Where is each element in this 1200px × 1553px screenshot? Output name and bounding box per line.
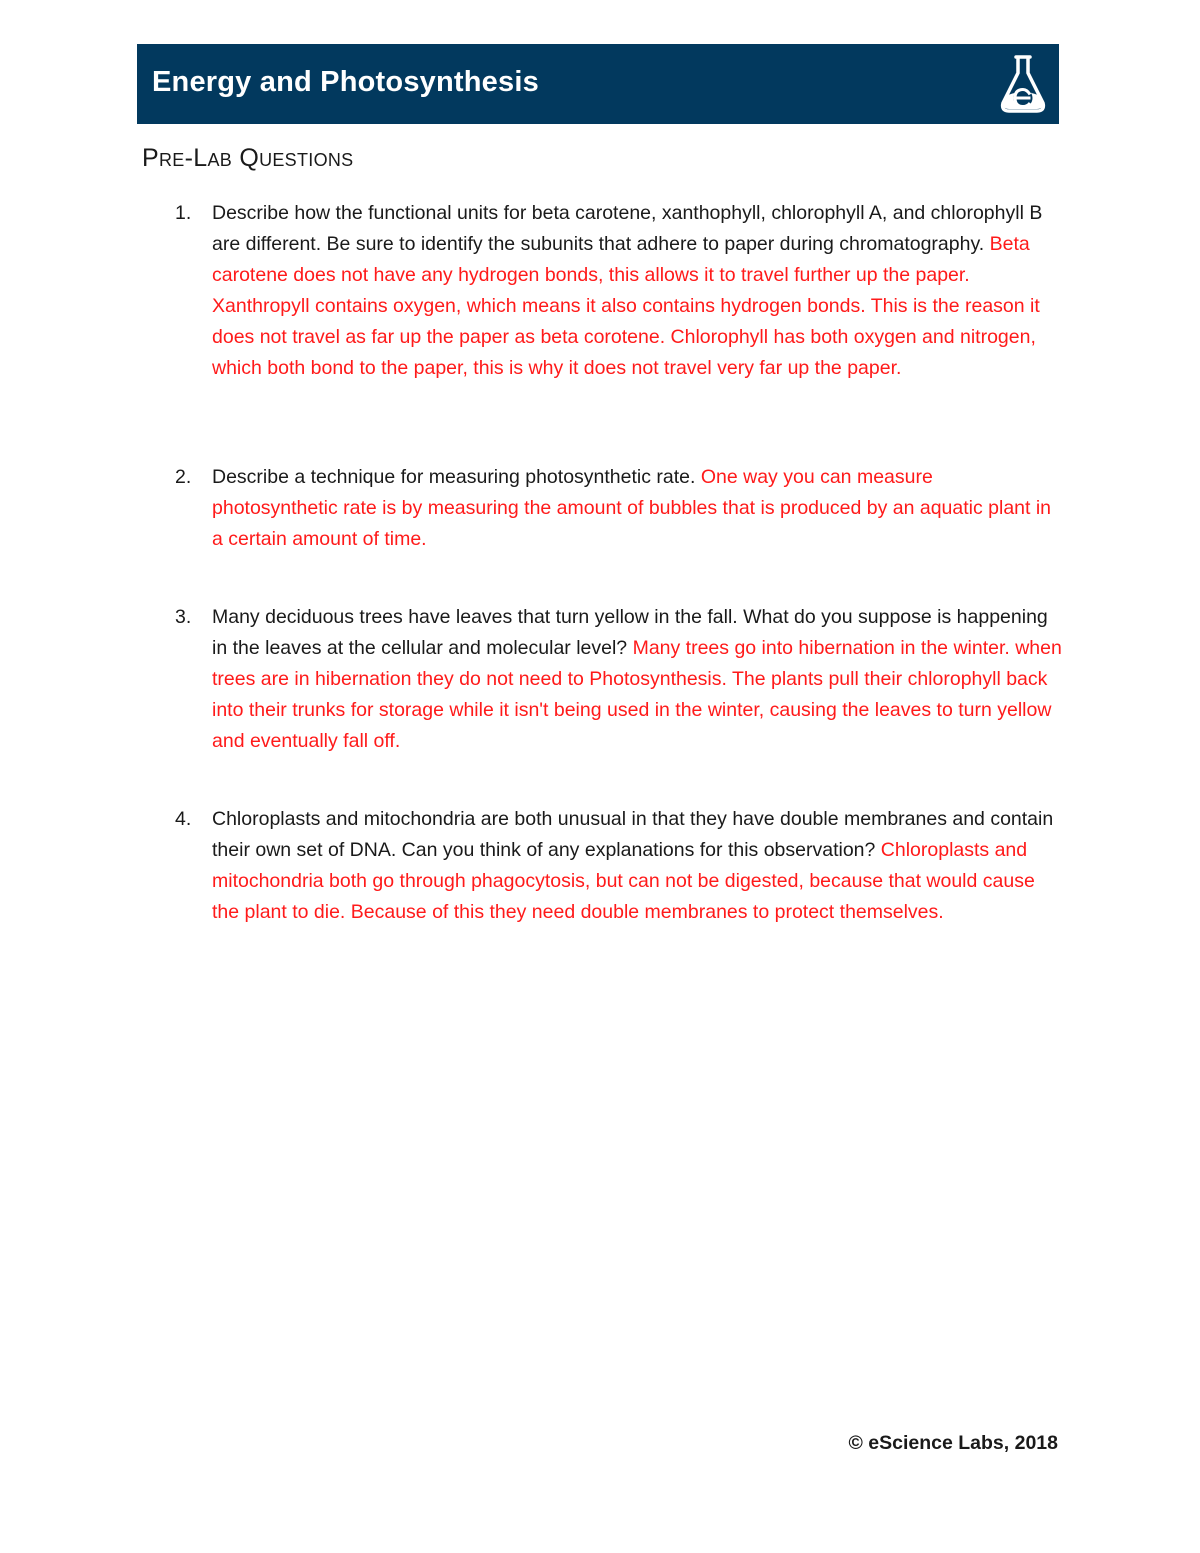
header-banner [137,44,1059,124]
question-text: Many deciduous trees have leaves that turn yellow in the fall. What do you suppose is happening in the leaves at the cellular and molecular level? [212,606,1048,659]
answer-text: One way you can measure photosynthetic rate is by measuring the amount of bubbles that is produced by an aquatic plant in a certain amount of time. [212,466,1052,550]
question-item [137,462,1067,555]
question-item [137,804,1067,928]
question-body [212,462,1062,555]
question-item [137,198,1067,384]
question-text: Describe a technique for measuring photosynthetic rate. [212,466,701,488]
escience-flask-logo-icon [997,53,1049,115]
question-body [212,198,1062,384]
question-text: Chloroplasts and mitochondria are both unusual in that they have double membranes and contain their own set of DNA. Can you think of any explanations for this observation? [212,808,1054,861]
copyright-footer: © eScience Labs, 2018 [848,1432,1058,1454]
question-number: 1. [175,202,192,224]
answer-text: Many trees go into hibernation in the winter. when trees are in hibernation they do not need to Photosynthesis. The plants pull their chlorophyll back into their trunks for storage while it isn't being used in the winter, causing the leaves to turn yellow and eventually fall off. [212,637,1062,752]
question-body [212,804,1062,928]
question-number: 3. [175,606,192,628]
answer-text: Chloroplasts and mitochondria both go through phagocytosis, but can not be digested, because that would cause the plant to die. Because of this they need double membranes to protect themselves. [212,839,1035,923]
section-heading: PRE-LAB QUESTIONS [142,144,354,172]
question-item [137,602,1067,757]
question-body [212,602,1062,757]
page-title: Energy and Photosynthesis [152,66,539,98]
question-number: 2. [175,466,192,488]
answer-text: Beta carotene does not have any hydrogen bonds, this allows it to travel further up the paper. Xanthropyll contains oxygen, which means it also contains hydrogen bonds. This is the reason it does not travel as far up the paper as beta corotene. Chlorophyll has both oxygen and nitrogen, which both bond to the paper, this is why it does not travel very far up the paper. [212,233,1040,379]
question-text: Describe how the functional units for beta carotene, xanthophyll, chlorophyll A, and chlorophyll B are different. Be sure to identify the subunits that adhere to paper during chromatography. [212,202,1043,255]
question-number: 4. [175,808,192,830]
